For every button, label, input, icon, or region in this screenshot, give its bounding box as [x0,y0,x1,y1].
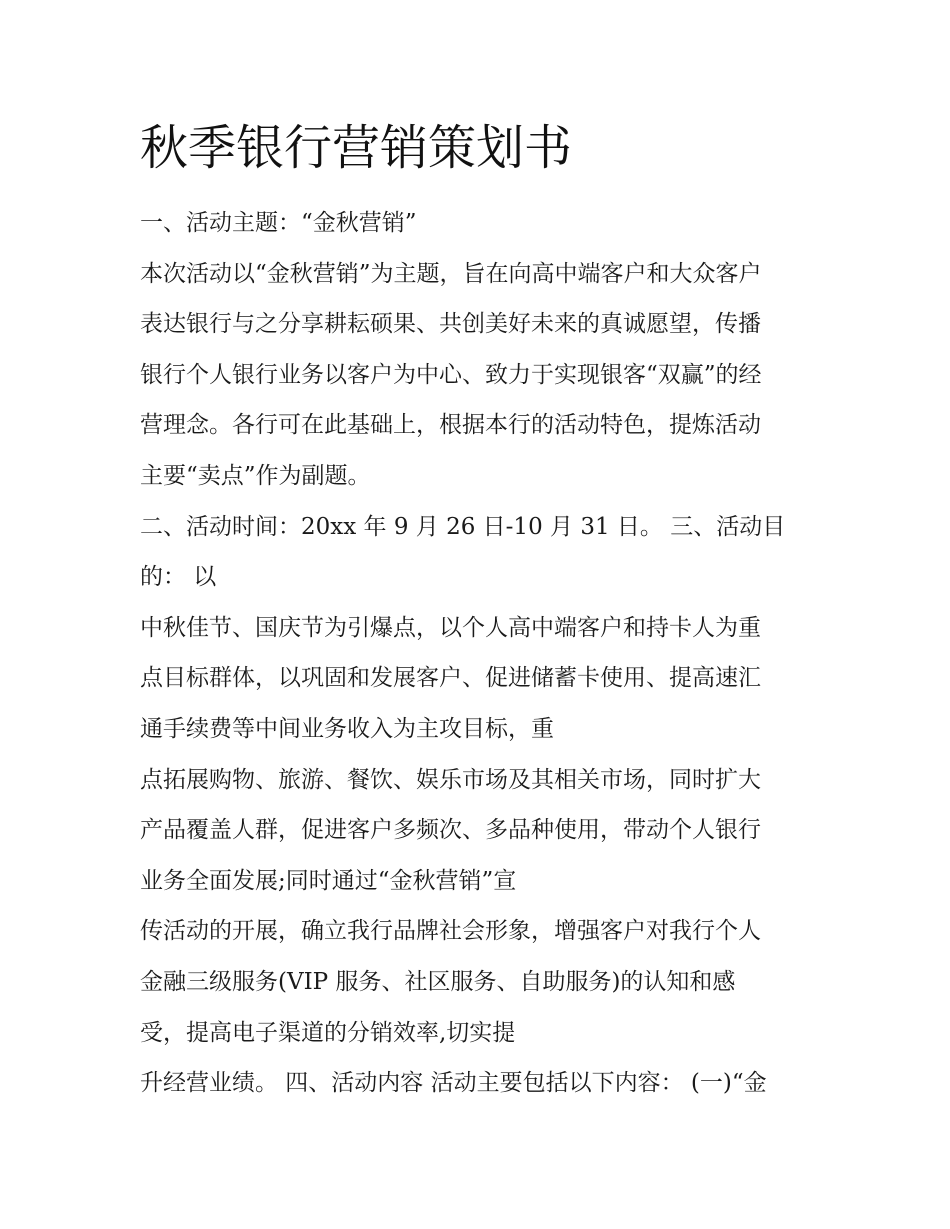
text-line: 点拓展购物、旅游、餐饮、娱乐市场及其相关市场，同时扩大 [140,766,761,793]
text-line: 营理念。各行可在此基础上，根据本行的活动特色，提炼活动 [140,412,761,439]
text-line: 传活动的开展，确立我行品牌社会形象，增强客户对我行个人 [140,918,761,945]
text-line: 二、活动时间：20xx 年 9 月 26 日-10 月 31 日。 三、活动目 [140,513,786,540]
text-line: 点目标群体，以巩固和发展客户、促进储蓄卡使用、提高速汇 [140,665,761,692]
text-line: 业务全面发展;同时通过“金秋营销”宣 [140,867,517,894]
text-line: 受，提高电子渠道的分销效率,切实提 [140,1019,516,1046]
text-line: 本次活动以“金秋营销”为主题，旨在向高中端客户和大众客户 [140,260,762,287]
document-title: 秋季银行营销策划书 [140,120,573,176]
text-line: 金融三级服务(VIP 服务、社区服务、自助服务)的认知和感 [140,968,736,995]
text-line: 主要“卖点”作为副题。 [140,462,371,489]
text-line: 产品覆盖人群，促进客户多频次、多品种使用，带动个人银行 [140,817,761,844]
text-line: 中秋佳节、国庆节为引爆点，以个人高中端客户和持卡人为重 [140,614,761,641]
document-body [140,198,830,1109]
text-line: 一、活动主题：“金秋营销” [140,210,417,236]
text-line: 银行个人银行业务以客户为中心、致力于实现银客“双赢”的经 [140,361,762,388]
text-line: 的： 以 [140,564,217,591]
text-line: 升经营业绩。 四、活动内容 活动主要包括以下内容： (一)“金 [140,1070,767,1097]
text-line: 通手续费等中间业务收入为主攻目标，重 [140,715,554,742]
text-line: 表达银行与之分享耕耘硕果、共创美好未来的真诚愿望，传播 [140,311,761,338]
